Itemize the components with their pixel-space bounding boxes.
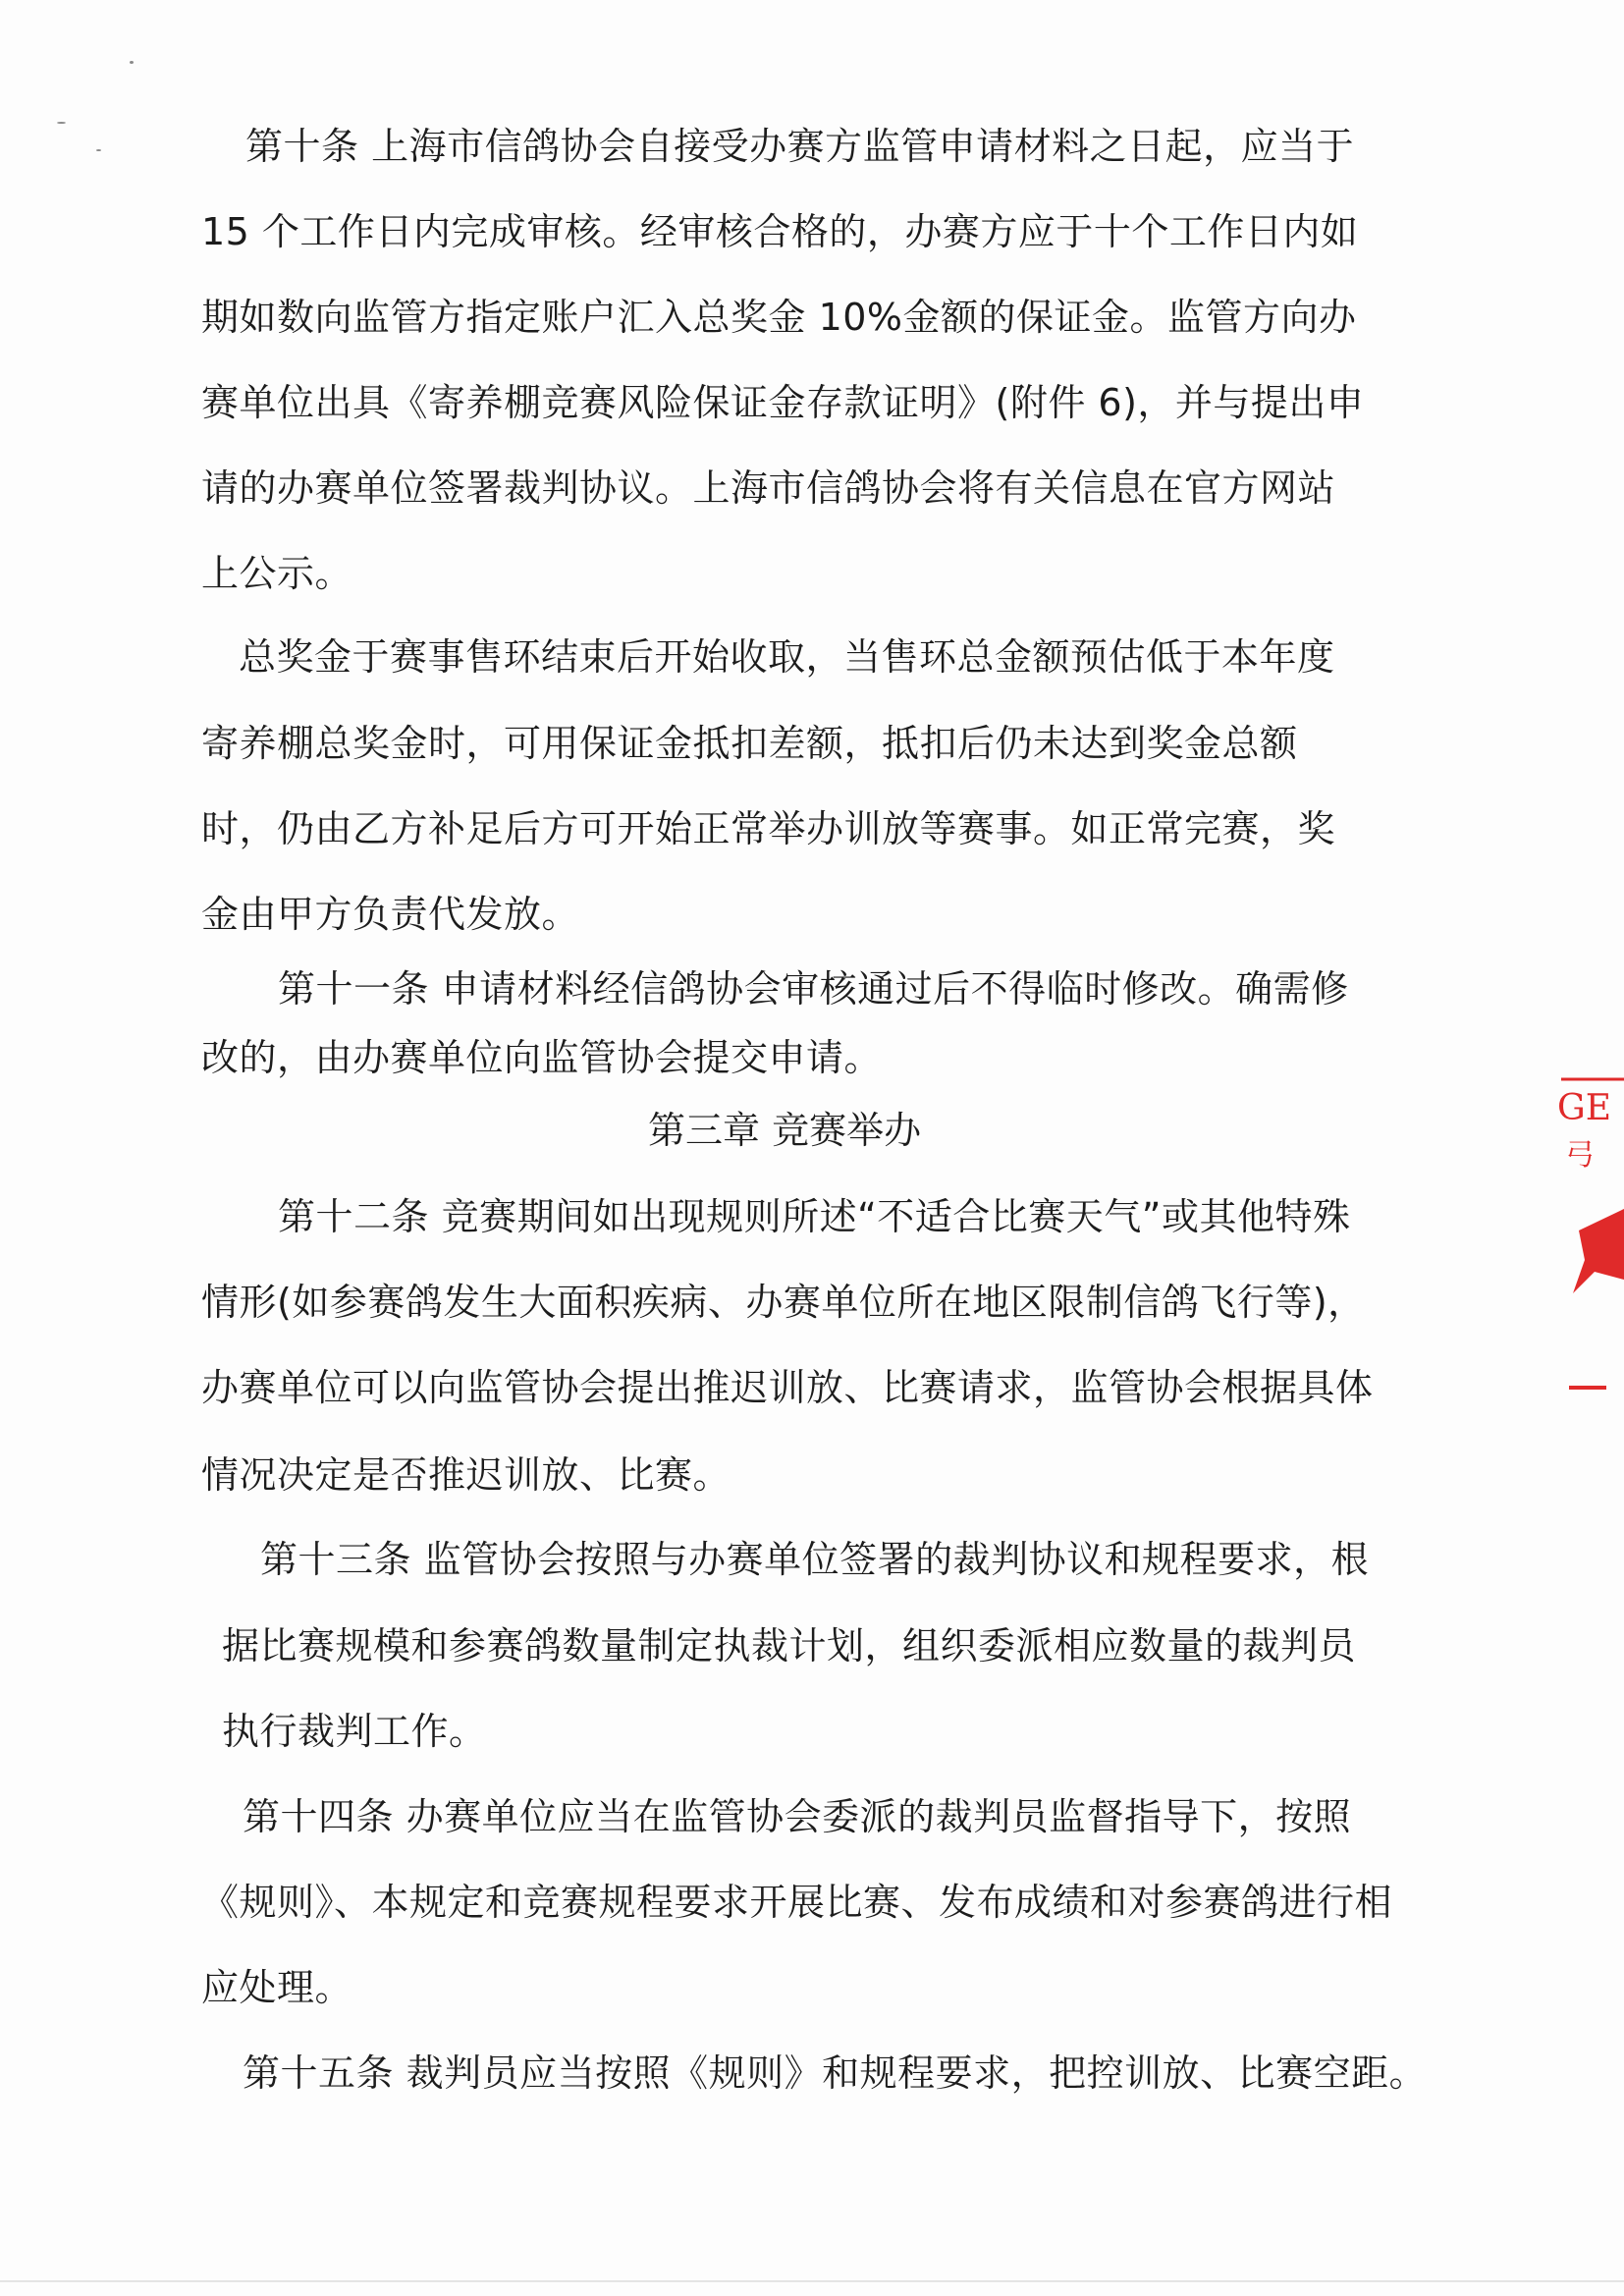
seal-text-fragment-2: 弓 <box>1565 1138 1595 1173</box>
scan-speck <box>96 149 101 151</box>
article-12-line-3: 办赛单位可以向监管协会提出推迟训放、比赛请求，监管协会根据具体 <box>201 1366 1374 1409</box>
scan-edge <box>0 2280 1624 2282</box>
prize-line-1: 总奖金于赛事售环结束后开始收取，当售环总金额预估低于本年度 <box>239 635 1335 679</box>
article-10-line-6: 上公示。 <box>201 552 353 595</box>
article-10-line-4: 赛单位出具《寄养棚竞赛风险保证金存款证明》(附件 6)，并与提出申 <box>201 381 1365 424</box>
article-11-line-2: 改的，由办赛单位向监管协会提交申请。 <box>201 1036 883 1079</box>
prize-line-3: 时，仍由乙方补足后方可开始正常举办训放等赛事。如正常完赛，奖 <box>201 807 1336 850</box>
red-seal-fragment <box>1551 1075 1624 1409</box>
article-14-line-3: 应处理。 <box>201 1966 353 2009</box>
chapter-3-heading: 第三章 竞赛举办 <box>648 1109 922 1152</box>
scan-speck <box>130 61 134 64</box>
article-14-line-2: 《规则》、本规定和竞赛规程要求开展比赛、发布成绩和对参赛鸽进行相 <box>201 1881 1393 1924</box>
article-13-line-1: 第十三条 监管协会按照与办赛单位签署的裁判协议和规程要求，根 <box>260 1538 1370 1581</box>
seal-star-icon <box>1551 1075 1624 1409</box>
article-11-line-1: 第十一条 申请材料经信鸽协会审核通过后不得临时修改。确需修 <box>278 967 1349 1011</box>
article-15-line-1: 第十五条 裁判员应当按照《规则》和规程要求，把控训放、比赛空距。 <box>243 2051 1428 2095</box>
article-14-line-1: 第十四条 办赛单位应当在监管协会委派的裁判员监督指导下，按照 <box>243 1795 1352 1838</box>
article-10-line-1: 第十条 上海市信鸽协会自接受办赛方监管申请材料之日起，应当于 <box>245 125 1355 168</box>
article-12-line-4: 情况决定是否推迟训放、比赛。 <box>201 1453 731 1497</box>
article-12-line-2: 情形(如参赛鸽发生大面积疾病、办赛单位所在地区限制信鸽飞行等)， <box>201 1281 1366 1324</box>
prize-line-2: 寄养棚总奖金时，可用保证金抵扣差额，抵扣后仍未达到奖金总额 <box>201 722 1298 765</box>
article-10-line-2: 15 个工作日内完成审核。经审核合格的，办赛方应于十个工作日内如 <box>201 210 1359 253</box>
scan-speck <box>57 122 66 124</box>
article-10-line-3: 期如数向监管方指定账户汇入总奖金 10%金额的保证金。监管方向办 <box>201 296 1357 339</box>
article-13-line-3: 执行裁判工作。 <box>222 1710 487 1753</box>
article-13-line-2: 据比赛规模和参赛鸽数量制定执裁计划，组织委派相应数量的裁判员 <box>222 1624 1357 1667</box>
prize-line-4: 金由甲方负责代发放。 <box>201 893 580 936</box>
article-12-line-1: 第十二条 竞赛期间如出现规则所述“不适合比赛天气”或其他特殊 <box>278 1195 1351 1238</box>
seal-text-fragment-1: GE <box>1557 1088 1612 1128</box>
article-10-line-5: 请的办赛单位签署裁判协议。上海市信鸽协会将有关信息在官方网站 <box>201 466 1336 510</box>
